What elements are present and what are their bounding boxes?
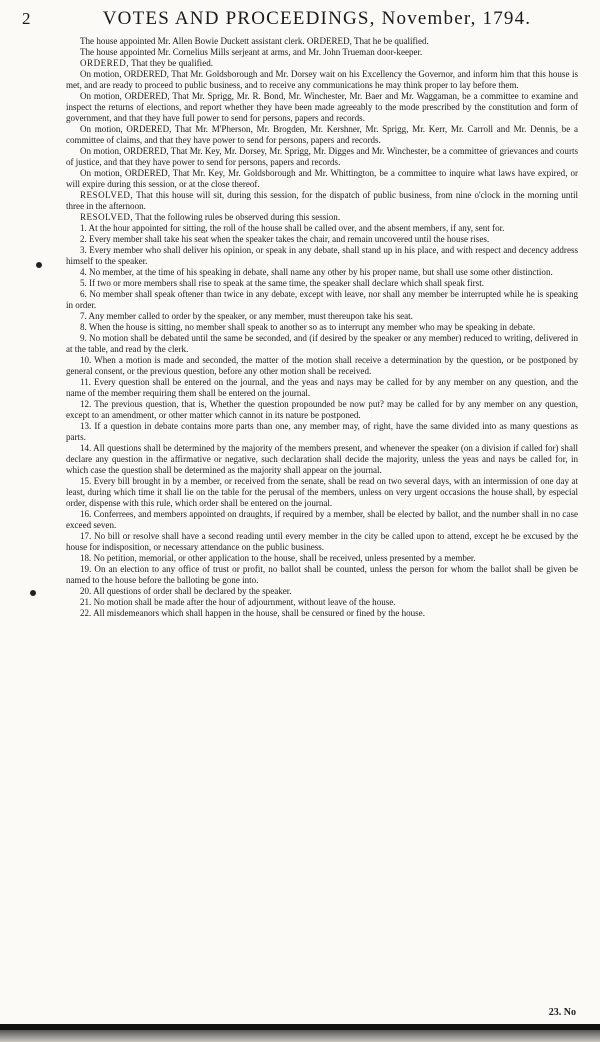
page-header [22,7,582,31]
paragraph [66,509,578,531]
paragraph-text: 19. On an election to any office of trust or profit, no ballot shall be counted, unless the person for whom the ballot shall be given be named to the house before the balloting be gone into. [66,564,578,585]
paragraph-text: 9. No motion shall be debated until the same be seconded, and (if desired by the speaker or any member) reduced to writing, delivered in at the table, and read by the clerk. [66,333,578,354]
paragraph-text: 12. The previous question, that is, Whether the question propounded be now put? may be called for by any member on any question, except to an amendment, or other matter which cannot in its nature be postponed. [66,399,578,420]
paragraph-label: RESOLVED, [80,212,134,222]
paragraph-text: 11. Every question shall be entered on the journal, and the yeas and nays may be called for by any member on any question, and the name of the member requiring them shall be entered on the journal. [66,377,578,398]
paragraph-text: 10. When a motion is made and seconded, the matter of the motion shall receive a determination by the question, or be postponed by general consent, or the previous question, before any other motion shall be received. [66,355,578,376]
paragraph-text: 8. When the house is sitting, no member shall speak to another so as to interrupt any member who may be speaking in debate. [80,322,536,332]
paragraph [66,146,578,168]
paragraph [66,278,578,289]
paragraph-text: 4. No member, at the time of his speaking in debate, shall name any other by his proper name, but shall use some other distinction. [80,267,553,277]
paragraph [66,531,578,553]
paragraph-text: On motion, ORDERED, That Mr. Goldsborough and Mr. Dorsey wait on his Excellency the Governor, and inform him that this house is met, and are ready to proceed to public business, and to receive any communications he may think proper to lay before them. [66,69,578,90]
paragraph [66,377,578,399]
paragraph [66,124,578,146]
paragraph [66,267,578,278]
paragraph [66,245,578,267]
paragraph-text: 15. Every bill brought in by a member, or received from the senate, shall be read on two several days, with an intermission of one day at least, during which time it shall lie on the table for the perusal of the members, unless on very urgent occasions the house shall, by especial order, dispense with this rule, which order shall be entered on the journal. [66,476,578,508]
paragraph-text: On motion, ORDERED, That Mr. Key, Mr. Dorsey, Mr. Sprigg, Mr. Digges and Mr. Winchester, be a committee of grievances and courts of justice, and that they have power to send for persons, papers and records. [66,146,578,167]
paragraph-text: 18. No petition, memorial, or other application to the house, shall be received, unless presented by a member. [80,553,476,563]
paragraph [66,190,578,212]
paragraph-text: 13. If a question in debate contains more parts than one, any member may, of right, have the same divided into as many questions as parts. [66,421,578,442]
paragraph [66,311,578,322]
paragraph [66,91,578,124]
page-shadow [0,1030,600,1042]
paragraph [66,355,578,377]
paragraph [66,234,578,245]
paragraph-text: 22. All misdemeanors which shall happen in the house, shall be censured or fined by the house. [80,608,425,618]
paragraph-text: That they be qualified. [131,58,213,68]
paragraph-text: 21. No motion shall be made after the hour of adjournment, without leave of the house. [80,597,396,607]
ink-blot [30,590,36,596]
paragraph [66,322,578,333]
paragraph [66,333,578,355]
paragraph [66,399,578,421]
paragraph-text: That the following rules be observed during this session. [135,212,341,222]
paragraph [66,608,578,619]
paragraph [66,553,578,564]
paragraph-text: On motion, ORDERED, That Mr. Sprigg, Mr. R. Bond, Mr. Winchester, Mr. Baer and Mr. Waggaman, be a committee to examine and inspect the returns of elections, and report whether they have been made agreeably to the mode prescribed by the constitution and form of government, and that they have full power to send for persons, papers and records. [66,91,578,123]
paragraph-text: On motion, ORDERED, That Mr. Key, Mr. Goldsborough and Mr. Whittington, be a committee to inquire what laws have expired, or will expire during this session, or at the close thereof. [66,168,578,189]
paragraph-text: The house appointed Mr. Allen Bowie Duckett assistant clerk. ORDERED, That he be qualified. [80,36,429,46]
document-body [66,36,578,619]
paragraph-text: 3. Every member who shall deliver his opinion, or speak in any debate, shall stand up in his place, and with respect and decency address himself to the speaker. [66,245,578,266]
paragraph [66,476,578,509]
paragraph [66,443,578,476]
paragraph-text: 16. Conferrees, and members appointed on draughts, if required by a member, shall be elected by ballot, and the number shall in no case exceed seven. [66,509,578,530]
paragraph [66,289,578,311]
paragraph [66,597,578,608]
page-title: VOTES AND PROCEEDINGS, November, 1794. [102,8,532,29]
ink-blot [36,262,42,268]
paragraph-text: On motion, ORDERED, That Mr. M'Pherson, Mr. Brogden, Mr. Kershner, Mr. Sprigg, Mr. Kerr, Mr. Carroll and Mr. Dennis, be a committee of claims, and that they have power to send for persons, papers and records. [66,124,578,145]
paragraph-label: ORDERED, [80,58,129,68]
paragraph-text: 20. All questions of order shall be declared by the speaker. [80,586,292,596]
paragraph [66,212,578,223]
paragraph [66,168,578,190]
paragraph [66,58,578,69]
paragraph [66,69,578,91]
paragraph-label: RESOLVED, [80,190,134,200]
paragraph [66,564,578,586]
paragraph-text: 5. If two or more members shall rise to speak at the same time, the speaker shall declare which shall speak first. [80,278,484,288]
paragraph [66,36,578,47]
paragraph-text: That this house will sit, during this session, for the dispatch of public business, from nine o'clock in the morning until three in the afternoon. [66,190,578,211]
paragraph [66,47,578,58]
paragraph-text: 1. At the hour appointed for sitting, the roll of the house shall be called over, and the absent members, if any, sent for. [80,223,505,233]
paragraph-text: The house appointed Mr. Cornelius Mills serjeant at arms, and Mr. John Trueman door-keeper. [80,47,423,57]
catchword: 23. No [548,1007,576,1018]
paragraph-text: 6. No member shall speak oftener than twice in any debate, except with leave, nor shall any member be interrupted while he is speaking in order. [66,289,578,310]
paragraph [66,223,578,234]
paragraph [66,586,578,597]
paragraph [66,421,578,443]
paragraph-text: 7. Any member called to order by the speaker, or any member, must thereupon take his seat. [80,311,413,321]
paragraph-text: 17. No bill or resolve shall have a second reading until every member in the city be called upon to attend, except he be excused by the house for indisposition, or necessary attendance on the public business. [66,531,578,552]
paragraph-text: 2. Every member shall take his seat when the speaker takes the chair, and remain uncovered until the house rises. [80,234,490,244]
paragraph-text: 14. All questions shall be determined by the majority of the members present, and whenever the speaker (on a division if called for) shall declare any question in the affirmative or negative, such declaration shall decide the majority, unless the yeas and nays be called for, in which case the question shall be determined as the majority shall appear on the journal. [66,443,578,475]
page-number: 2 [22,9,31,28]
